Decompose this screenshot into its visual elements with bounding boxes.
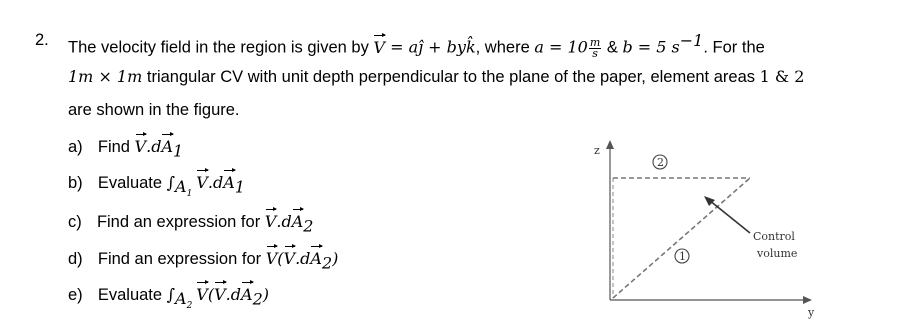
volume-label: volume — [757, 247, 798, 260]
dimension-text: 1m × 1m — [68, 67, 143, 86]
velocity-symbol: V — [265, 249, 278, 268]
question-line-2 — [68, 67, 804, 87]
part-e-text: Evaluate — [97, 286, 167, 304]
velocity-symbol: V — [196, 173, 208, 192]
pointer-line — [709, 200, 750, 233]
part-c-text: Find an expression for — [96, 213, 265, 231]
part-e: e) Evaluate $\int_{A_2}V(V.dA_2)$ — [68, 285, 270, 312]
part-d-label: d) — [68, 250, 83, 268]
line1-end: . For the — [703, 38, 765, 57]
area-symbol: A — [310, 249, 322, 268]
a-symbol: a — [534, 37, 544, 57]
b-value: = 5 s — [632, 37, 680, 57]
integral-symbol: ∫ — [166, 173, 175, 192]
part-a: a) Find $V.dA_1$ — [68, 137, 184, 161]
intro-text: The velocity field in the region is given by — [68, 38, 374, 57]
b-symbol: b — [622, 37, 633, 57]
area-symbol: A — [161, 137, 174, 156]
where-text: , where — [475, 38, 535, 57]
marker-1-label: 1 — [679, 250, 686, 263]
part-e-label: e) — [68, 286, 83, 304]
part-b-text: Evaluate — [97, 174, 167, 192]
area-symbol: A — [291, 212, 304, 231]
velocity-symbol: V — [196, 285, 208, 304]
part-c: c) Find an expression for $V.dA_2$ — [68, 212, 314, 236]
part-a-text: Find — [97, 138, 135, 156]
velocity-symbol: V — [373, 37, 385, 57]
part-d: d) Find an expression for $V(V.dA_2)$ — [68, 249, 339, 273]
control-volume-figure — [590, 140, 820, 320]
k-hat: k̂ — [465, 37, 476, 57]
velocity-symbol: V — [283, 249, 296, 268]
marker-2-label: 2 — [657, 156, 664, 169]
control-label: Control — [753, 230, 795, 243]
z-axis-label: z — [594, 144, 600, 157]
z-axis-arrowhead — [606, 140, 614, 149]
question-number: 2. — [35, 31, 49, 49]
velocity-symbol: V — [214, 285, 226, 304]
velocity-symbol: V — [264, 212, 277, 231]
a-value: = 10 — [543, 37, 588, 57]
cv-diagonal-edge — [613, 178, 750, 298]
description-text: triangular CV with unit depth perpendicular to the plane of the paper, element areas — [142, 68, 760, 86]
units-fraction: $\frac{m}{s}$ — [589, 35, 601, 60]
part-a-label: a) — [68, 138, 83, 156]
part-c-label: c) — [68, 213, 82, 231]
y-axis-label: y — [808, 306, 815, 319]
equation-part: + by — [423, 37, 466, 57]
equation-part: = a — [384, 37, 419, 57]
part-b-label: b) — [68, 174, 83, 192]
part-b: b) Evaluate $\int_{A_1}V.dA_1$ — [68, 173, 245, 200]
j-hat: ĵ — [418, 37, 424, 57]
amp-text: & — [602, 38, 623, 57]
area-symbol: A — [241, 285, 253, 304]
velocity-symbol: V — [134, 137, 147, 156]
area-symbol: A — [223, 173, 235, 192]
figure-reference-text: are shown in the figure. — [68, 101, 240, 119]
area-numbers: 1 & 2 — [759, 67, 805, 86]
y-axis-arrowhead — [803, 296, 812, 304]
question-line-3 — [68, 101, 240, 120]
part-d-text: Find an expression for — [97, 250, 266, 268]
b-exponent: −1 — [679, 31, 704, 50]
integral-symbol: ∫ — [166, 285, 175, 304]
question-line-1 — [68, 31, 765, 59]
